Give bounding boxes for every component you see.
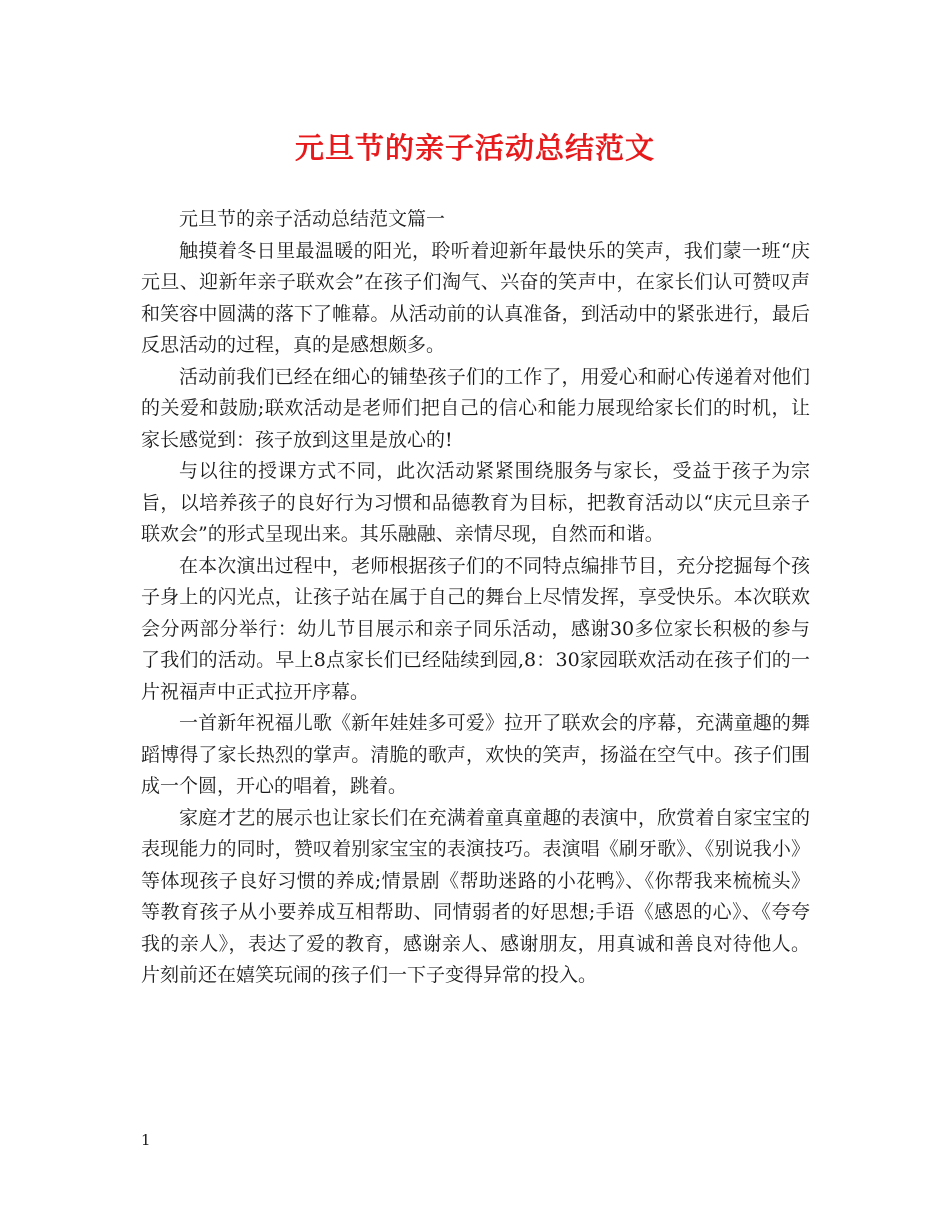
page-number: 1 (141, 1131, 151, 1149)
body-paragraph: 触摸着冬日里最温暖的阳光，聆听着迎新年最快乐的笑声，我们蒙一班“庆元旦、迎新年亲子联欢会”在孩子们淘气、兴奋的笑声中，在家长们认可赞叹声和笑容中圆满的落下了帷幕。从活动前的认真准备，到活动中的紧张进行，最后反思活动的过程，真的是感想颇多。 (141, 239, 810, 356)
body-paragraph: 在本次演出过程中，老师根据孩子们的不同特点编排节目，充分挖掘每个孩子身上的闪光点，让孩子站在属于自己的舞台上尽情发挥，享受快乐。本次联欢会分两部分举行：幼儿节目展示和亲子同乐活动，感谢30多位家长积极的参与了我们的活动。早上8点家长们已经陆续到园,8：30家园联欢活动在孩子们的一片祝福声中正式拉开序幕。 (141, 554, 810, 703)
body-paragraph: 一首新年祝福儿歌《新年娃娃多可爱》拉开了联欢会的序幕，充满童趣的舞蹈博得了家长热烈的掌声。清脆的歌声，欢快的笑声，扬溢在空气中。孩子们围成一个圆，开心的唱着，跳着。 (141, 712, 810, 797)
body-paragraph: 活动前我们已经在细心的铺垫孩子们的工作了，用爱心和耐心传递着对他们的关爱和鼓励;联欢活动是老师们把自己的信心和能力展现给家长们的时机，让家长感觉到：孩子放到这里是放心的! (141, 365, 810, 451)
body-paragraph: 与以往的授课方式不同，此次活动紧紧围绕服务与家长，受益于孩子为宗旨，以培养孩子的良好行为习惯和品德教育为目标，把教育活动以“庆元旦亲子联欢会”的形式呈现出来。其乐融融、亲情尽现，自然而和谐。 (141, 460, 810, 545)
page-title: 元旦节的亲子活动总结范文 (294, 131, 655, 165)
document-body (141, 204, 810, 992)
body-paragraph: 家庭才艺的展示也让家长们在充满着童真童趣的表演中，欣赏着自家宝宝的表现能力的同时，赞叹着别家宝宝的表演技巧。表演唱《刷牙歌》、《别说我小》等体现孩子良好习惯的养成;情景剧《帮助迷路的小花鸭》、《你帮我来梳梳头》等教育孩子从小要养成互相帮助、同情弱者的好思想;手语《感恩的心》、《夸夸我的亲人》，表达了爱的教育，感谢亲人、感谢朋友，用真诚和善良对待他人。片刻前还在嬉笑玩闹的孩子们一下子变得异常的投入。 (141, 806, 810, 986)
section-heading: 元旦节的亲子活动总结范文篇一 (179, 208, 446, 230)
